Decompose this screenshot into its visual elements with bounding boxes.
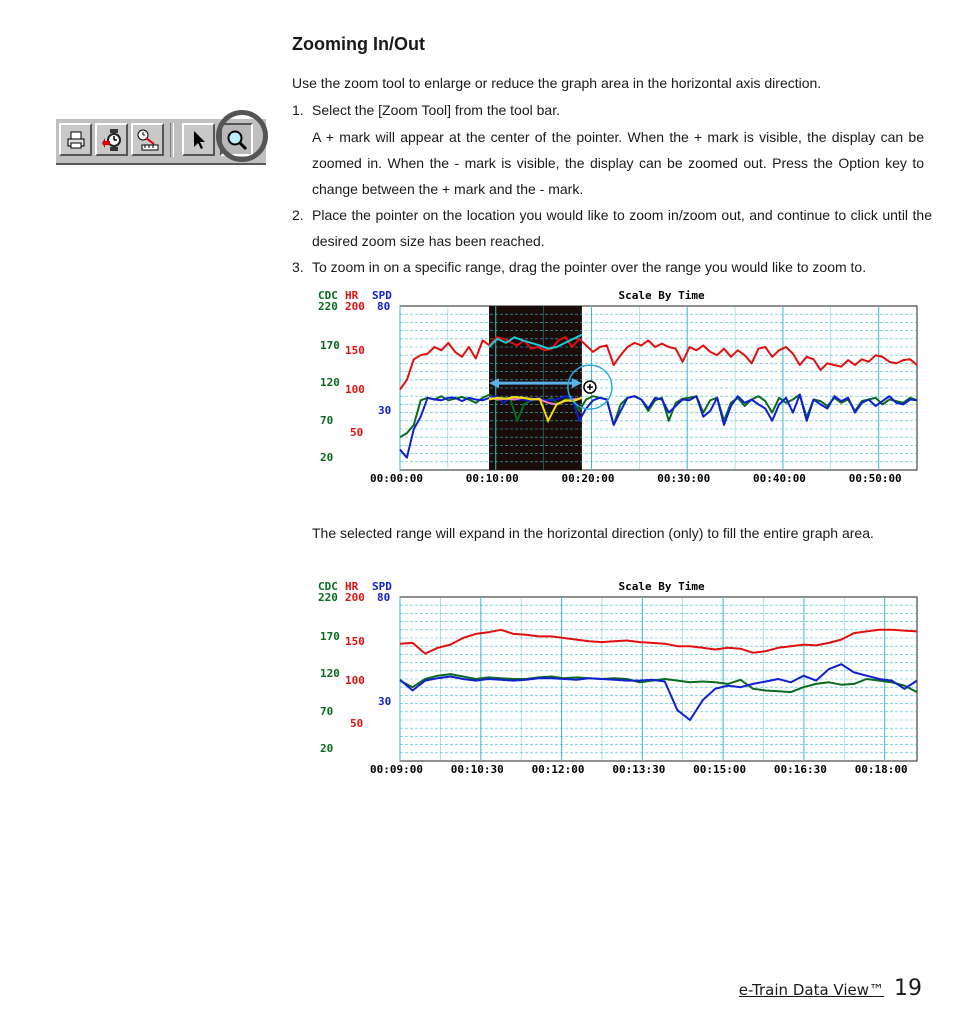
step-1 — [292, 97, 932, 123]
hr-tick-label: 100 — [345, 383, 365, 396]
hr-tick-label: 50 — [350, 426, 364, 439]
x-tick-label: 00:16:30 — [773, 763, 827, 776]
cdc-axis-header: CDC — [318, 289, 338, 302]
product-name: e-Train Data View™ — [738, 981, 884, 999]
cdc-tick-label: 120 — [320, 376, 340, 389]
intro-text: Use the zoom tool to enlarge or reduce the graph area in the horizontal axis direction. — [292, 75, 822, 91]
spd-axis-header: SPD — [372, 289, 392, 302]
result-text: The selected range will expand in the horizontal direction (only) to fill the entire graph area. — [312, 525, 874, 541]
cdc-tick-label: 70 — [320, 705, 334, 718]
x-tick-label: 00:30:00 — [657, 472, 711, 485]
section-heading: Zooming In/Out — [292, 34, 425, 54]
print-button[interactable] — [59, 123, 92, 156]
chart-title: Scale By Time — [618, 580, 705, 593]
cdc-tick-label: 70 — [320, 414, 334, 427]
spd-tick-label: 30 — [378, 404, 392, 417]
hr-axis-top: 200 — [345, 591, 365, 604]
x-tick-label: 00:50:00 — [848, 472, 902, 485]
hr-axis-top: 200 — [345, 300, 365, 313]
spd-axis-header: SPD — [372, 580, 392, 593]
cdc-tick-label: 170 — [320, 339, 340, 352]
chart-full-range-svg — [310, 286, 930, 486]
zoom-tool-highlight-circle — [216, 110, 268, 162]
arrow-tool-button[interactable] — [182, 123, 215, 156]
cdc-tick-label: 170 — [320, 630, 340, 643]
spd-axis-top: 80 — [377, 300, 391, 313]
x-tick-label: 00:13:30 — [612, 763, 666, 776]
x-tick-label: 00:40:00 — [752, 472, 806, 485]
cdc-tick-label: 20 — [320, 742, 334, 755]
hr-axis-header: HR — [345, 289, 359, 302]
chart-title: Scale By Time — [618, 289, 705, 302]
time-scale-icon — [136, 128, 160, 152]
hr-axis-header: HR — [345, 580, 359, 593]
step-2 — [292, 202, 932, 254]
watch-transfer-icon — [100, 128, 124, 152]
x-tick-label: 00:15:00 — [693, 763, 747, 776]
step-number: 1. — [292, 102, 304, 118]
hr-tick-label: 150 — [345, 635, 365, 648]
x-tick-label: 00:10:00 — [465, 472, 519, 485]
x-tick-label: 00:09:00 — [370, 763, 423, 776]
x-tick-label: 00:18:00 — [854, 763, 908, 776]
chart-zoomed-range — [310, 577, 930, 777]
spd-tick-label: 30 — [378, 695, 392, 708]
step-number: 2. — [292, 207, 304, 223]
watch-transfer-button[interactable] — [95, 123, 128, 156]
x-tick-label: 00:12:00 — [531, 763, 585, 776]
arrow-pointer-icon — [189, 129, 209, 151]
step-text: Place the pointer on the location you would like to zoom in/zoom out, and continue to click until the desired zoom size has been reached. — [312, 207, 932, 249]
chart-full-range — [310, 286, 930, 486]
hr-tick-label: 50 — [350, 717, 364, 730]
time-scale-button[interactable] — [131, 123, 164, 156]
step-text: To zoom in on a specific range, drag the pointer over the range you would like to zoom to. — [312, 259, 867, 275]
step-1-detail: A + mark will appear at the center of the pointer. When the + mark is visible, the display can be zoomed in. When the - mark is visible, the display can be zoomed out. Press the Option key to change between the + mark and the - mark. — [312, 129, 924, 197]
spd-axis-top: 80 — [377, 591, 391, 604]
hr-tick-label: 150 — [345, 344, 365, 357]
x-tick-label: 00:00:00 — [370, 472, 423, 485]
chart-zoomed-range-svg — [310, 577, 930, 777]
x-tick-label: 00:20:00 — [561, 472, 615, 485]
page-number: 19 — [894, 976, 922, 1001]
print-icon — [65, 129, 87, 151]
cdc-tick-label: 120 — [320, 667, 340, 680]
x-tick-label: 00:10:30 — [450, 763, 504, 776]
step-3 — [292, 254, 932, 280]
cdc-axis-top: 220 — [318, 300, 338, 313]
cdc-axis-header: CDC — [318, 580, 338, 593]
toolbar-separator — [170, 123, 174, 157]
cdc-tick-label: 20 — [320, 451, 334, 464]
hr-tick-label: 100 — [345, 674, 365, 687]
step-text: Select the [Zoom Tool] from the tool bar. — [312, 102, 560, 118]
step-number: 3. — [292, 259, 304, 275]
page-footer — [739, 976, 922, 1001]
cdc-axis-top: 220 — [318, 591, 338, 604]
